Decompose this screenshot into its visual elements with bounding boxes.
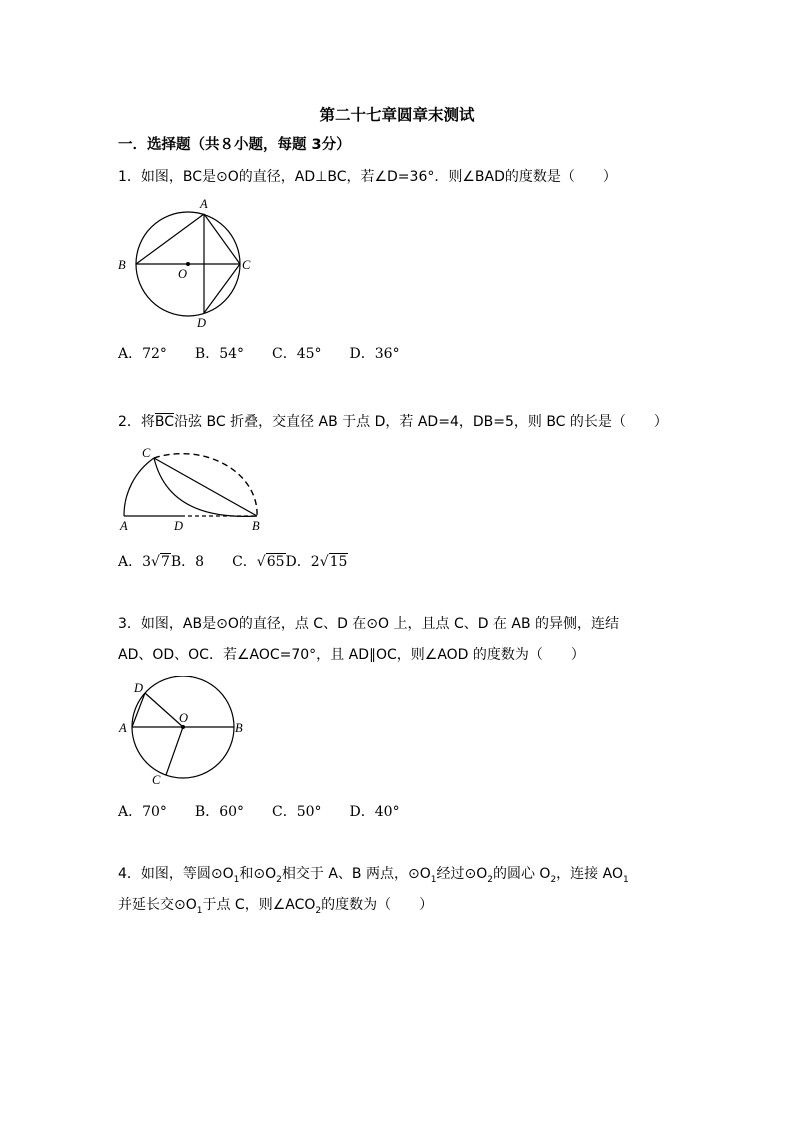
q2-stem-suffix: 沿弦 BC 折叠，交直径 AB 于点 D，若 AD=4，DB=5，则 BC 的长是（ ） [174, 414, 668, 430]
q3-figure [114, 676, 254, 791]
q2-opt-d: D．2 [285, 554, 320, 570]
q4-stem-line1: 4．如图，等圆$⊙O_1$和$⊙O_2$相交于 A、B 两点，$⊙O_1$经过$⊙O_2$的圆心 $O_2$，连接 $AO_1$ [118, 866, 629, 885]
q2-label-d: D [174, 519, 184, 533]
q3-label-b: B [235, 721, 243, 735]
q2-label-b: B [252, 519, 260, 533]
q3-label-d: D [134, 681, 144, 695]
q3-stem-line1: 3．如图，AB是⊙O的直径，点 C、D 在⊙O 上，且点 C、D 在 AB 的异侧，连结 [118, 616, 620, 632]
q2-stem-prefix: 2．将 [118, 414, 155, 430]
q2-options: A．3√7B．8 C．√65D．2√15 [118, 554, 348, 570]
q2-opt-d-radicand: 15 [329, 554, 348, 570]
q3-label-a: A [119, 721, 127, 735]
q1-chord-dc [204, 264, 240, 313]
q2-opt-b: B．8 C． [170, 554, 257, 570]
q2-chord-bc [154, 458, 257, 516]
q2-opt-a-radicand: 7 [160, 554, 170, 570]
q2-opt-a: A．3 [118, 554, 152, 570]
q1-label-d: D [197, 316, 207, 330]
q4-stem-line2: 并延长交$⊙O_1$于点 C，则$\angle ACO_2$的度数为（ ） [118, 897, 434, 916]
q2-label-a: A [120, 519, 128, 533]
q3-options: A．70° B．60° C．50° D．40° [118, 804, 400, 820]
q1-chord-ab [136, 214, 204, 264]
q3-label-c: C [152, 773, 161, 787]
q3-radius-od [145, 693, 183, 727]
q1-center-dot [186, 262, 190, 266]
q2-semicircle-left-arc [124, 458, 154, 516]
q3-center-dot [181, 725, 185, 729]
q2-label-c: C [142, 446, 151, 460]
q1-figure [110, 196, 260, 331]
q3-chord-ad [132, 693, 145, 727]
q1-chord-ac [204, 214, 240, 264]
q1-options: A．72° B．54° C．45° D．36° [118, 346, 400, 362]
q1-stem: 1．如图，BC是⊙O的直径，AD⊥BC，若∠D=36°．则∠BAD的度数是（ ） [118, 169, 617, 185]
q3-label-o: O [179, 711, 189, 725]
q1-label-b: B [118, 258, 126, 272]
q1-label-c: C [242, 258, 251, 272]
q1-label-a: A [200, 197, 208, 211]
q2-opt-c-radicand: 65 [266, 554, 285, 570]
q2-stem [118, 411, 668, 431]
q1-label-o: O [178, 267, 188, 281]
section-heading: 一．选择题（共８小题，每题 3分） [118, 137, 351, 153]
page-title: 第二十七章圆章末测试 [319, 106, 475, 124]
q2-arc-bc: BC [154, 414, 175, 430]
q3-stem-line2: AD、OD、OC．若∠AOC=70°，且 AD∥OC，则∠AOD 的度数为（ ） [118, 647, 585, 663]
q2-figure [114, 443, 274, 535]
q3-radius-oc [166, 727, 183, 775]
